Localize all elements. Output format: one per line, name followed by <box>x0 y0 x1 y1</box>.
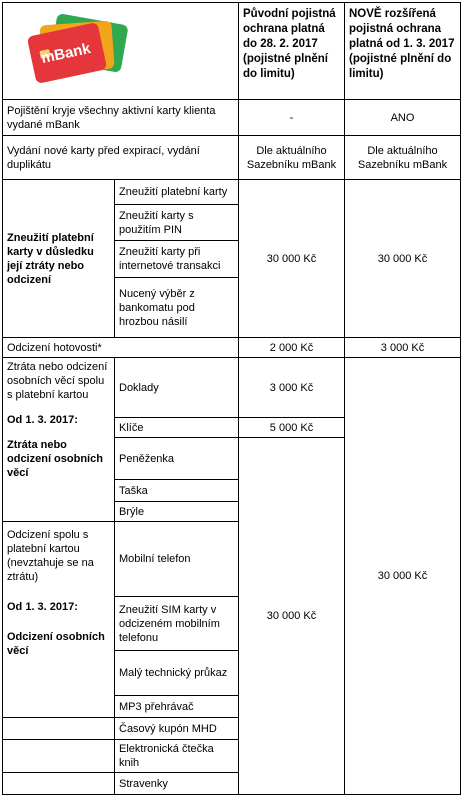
theft-note: Odcizení spolu s platební kartou (nevztahuje se na ztrátu) <box>7 529 94 583</box>
logo-cell <box>3 3 239 100</box>
theft-item: Časový kupón MHD <box>115 718 239 740</box>
loss-old-value: 3 000 Kč <box>239 358 345 418</box>
loss-item: Taška <box>115 480 239 502</box>
theft-item: Zneužití SIM karty v odcizeném mobilním telefonu <box>115 597 239 651</box>
row-label: Vydání nové karty před expirací, vydání duplikátu <box>3 136 239 180</box>
loss-label <box>3 358 115 522</box>
blank-label-cell <box>3 773 115 795</box>
header-row <box>3 3 461 100</box>
personal-new-value: 30 000 Kč <box>345 358 461 795</box>
table-row <box>3 100 461 136</box>
table-row <box>3 180 461 205</box>
loss-old-value: 5 000 Kč <box>239 418 345 438</box>
loss-item: Peněženka <box>115 438 239 480</box>
table-row <box>3 338 461 358</box>
loss-item: Klíče <box>115 418 239 438</box>
mbank-logo <box>29 17 129 87</box>
loss-title: Ztráta nebo odcizení osobních věcí <box>7 439 103 479</box>
theft-old-value: 30 000 Kč <box>239 438 345 795</box>
misuse-item: Nucený výběr z bankomatu pod hrozbou násilí <box>115 278 239 338</box>
new-value: ANO <box>345 100 461 136</box>
loss-item: Doklady <box>115 358 239 418</box>
theft-item: MP3 přehrávač <box>115 696 239 718</box>
new-value: 3 000 Kč <box>345 338 461 358</box>
misuse-item: Zneužití karty při internetové transakci <box>115 241 239 278</box>
theft-item: Malý technický průkaz <box>115 651 239 696</box>
header-new-coverage: NOVĚ rozšířená pojistná ochrana platná od 1. 3. 2017 (pojistné plnění do limitu) <box>345 3 461 100</box>
header-old-coverage: Původní pojistná ochrana platná do 28. 2. 2017 (pojistné plnění do limitu) <box>239 3 345 100</box>
theft-date: Od 1. 3. 2017: <box>7 601 78 613</box>
row-label: Odcizení hotovosti* <box>3 338 239 358</box>
theft-item: Elektronická čtečka knih <box>115 740 239 773</box>
insurance-comparison-table <box>2 2 461 795</box>
misuse-old-value: 30 000 Kč <box>239 180 345 338</box>
loss-item: Brýle <box>115 502 239 522</box>
old-value: 2 000 Kč <box>239 338 345 358</box>
blank-label-cell <box>3 740 115 773</box>
table-row <box>3 358 461 418</box>
loss-note: Ztráta nebo odcizení osobních věcí spolu s platební kartou <box>7 361 108 401</box>
logo-text: mBank <box>39 39 93 68</box>
theft-item: Mobilní telefon <box>115 522 239 597</box>
misuse-label: Zneužití platební karty v důsledku její ztráty nebo odcizení <box>3 180 115 338</box>
misuse-new-value: 30 000 Kč <box>345 180 461 338</box>
loss-date: Od 1. 3. 2017: <box>7 414 78 426</box>
old-value: Dle aktuálního Sazebníku mBank <box>239 136 345 180</box>
misuse-item: Zneužití platební karty <box>115 180 239 205</box>
theft-title: Odcizení osobních věcí <box>7 631 105 657</box>
blank-label-cell <box>3 718 115 740</box>
theft-label <box>3 522 115 718</box>
theft-item: Stravenky <box>115 773 239 795</box>
misuse-item: Zneužití karty s použitím PIN <box>115 205 239 241</box>
old-value: - <box>239 100 345 136</box>
row-label: Pojištění kryje všechny aktivní karty klienta vydané mBank <box>3 100 239 136</box>
table-row <box>3 136 461 180</box>
new-value: Dle aktuálního Sazebníku mBank <box>345 136 461 180</box>
